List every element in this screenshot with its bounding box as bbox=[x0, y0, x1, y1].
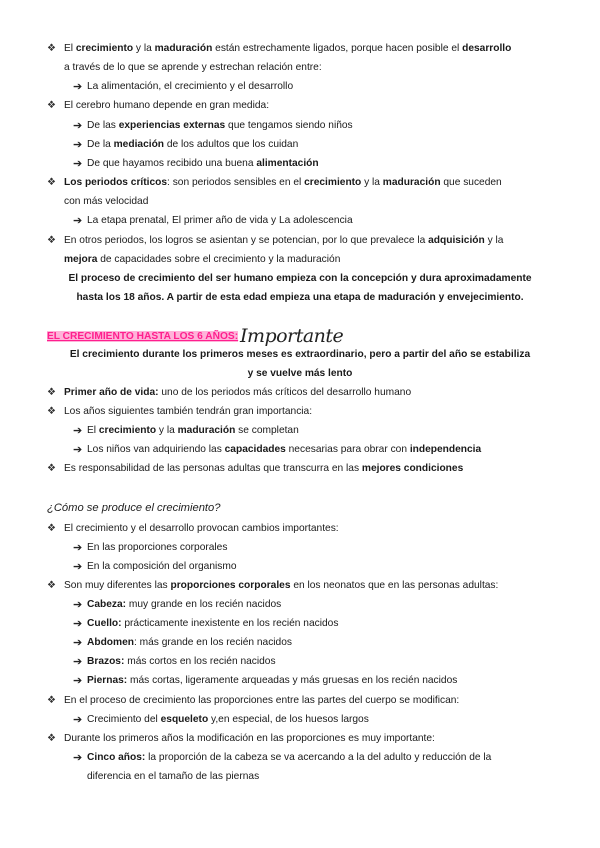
intro-bullet-2: El cerebro humano depende en gran medida: bbox=[64, 100, 270, 111]
diamond-bullet-icon: ❖ bbox=[47, 463, 56, 474]
intro-bullet-1: El crecimiento y la maduración están estrechamente ligados, porque hacen posible el desarrollo bbox=[64, 43, 512, 54]
arrow-icon: ➔ bbox=[73, 158, 83, 170]
section2-sub-item: Crecimiento del esqueleto y,en especial, de los huesos largos bbox=[87, 714, 369, 725]
section-heading-crecimiento: EL CRECIMIENTO HASTA LOS 6 AÑOS: bbox=[47, 331, 239, 342]
intro-sub-item: De que hayamos recibido una buena alimentación bbox=[87, 158, 319, 169]
intro-bullet-4: En otros periodos, los logros se asientan y se potencian, por lo que prevalece la adquisición y la bbox=[64, 235, 504, 246]
section2-sub-item: En las proporciones corporales bbox=[87, 542, 228, 553]
arrow-icon: ➔ bbox=[73, 752, 83, 764]
diamond-bullet-icon: ❖ bbox=[47, 406, 56, 417]
section2-bullet-1: El crecimiento y el desarrollo provocan cambios importantes: bbox=[64, 523, 339, 534]
intro-sub-item: La etapa prenatal, El primer año de vida y La adolescencia bbox=[87, 215, 353, 226]
arrow-icon: ➔ bbox=[73, 599, 83, 611]
diamond-bullet-icon: ❖ bbox=[47, 235, 56, 246]
arrow-icon: ➔ bbox=[73, 81, 83, 93]
arrow-icon: ➔ bbox=[73, 714, 83, 726]
arrow-icon: ➔ bbox=[73, 675, 83, 687]
summary-line-2: hasta los 18 años. A partir de esta edad empieza una etapa de maduración y envejecimiento. bbox=[76, 292, 524, 303]
section1-bullet-2: Los años siguientes también tendrán gran importancia: bbox=[64, 406, 313, 417]
arrow-icon: ➔ bbox=[73, 120, 83, 132]
section1-sub-item: El crecimiento y la maduración se completan bbox=[87, 425, 299, 436]
section2-sub-item-cont: diferencia en el tamaño de las piernas bbox=[87, 771, 260, 782]
intro-bullet-4-cont: mejora de capacidades sobre el crecimiento y la maduración bbox=[64, 254, 341, 265]
section2-sub-item: Piernas: más cortas, ligeramente arqueadas y más gruesas en los recién nacidos bbox=[87, 675, 458, 686]
summary-line-1: El proceso de crecimiento del ser humano empieza con la concepción y dura aproximadamente bbox=[68, 273, 532, 284]
arrow-icon: ➔ bbox=[73, 444, 83, 456]
section-heading-como-se-produce: ¿Cómo se produce el crecimiento? bbox=[47, 502, 221, 514]
section2-bullet-4: Durante los primeros años la modificación en las proporciones es muy importante: bbox=[64, 733, 435, 744]
intro-sub-item: De las experiencias externas que tengamos siendo niños bbox=[87, 120, 353, 131]
diamond-bullet-icon: ❖ bbox=[47, 177, 56, 188]
diamond-bullet-icon: ❖ bbox=[47, 580, 56, 591]
arrow-icon: ➔ bbox=[73, 637, 83, 649]
section2-sub-item: Cinco años: la proporción de la cabeza se va acercando a la del adulto y reducción de la bbox=[87, 752, 492, 763]
arrow-icon: ➔ bbox=[73, 618, 83, 630]
arrow-icon: ➔ bbox=[73, 561, 83, 573]
section2-sub-item: Cabeza: muy grande en los recién nacidos bbox=[87, 599, 282, 610]
arrow-icon: ➔ bbox=[73, 139, 83, 151]
diamond-bullet-icon: ❖ bbox=[47, 387, 56, 398]
arrow-icon: ➔ bbox=[73, 656, 83, 668]
diamond-bullet-icon: ❖ bbox=[47, 523, 56, 534]
section2-sub-item: Abdomen: más grande en los recién nacidos bbox=[87, 637, 292, 648]
section2-sub-item: Brazos: más cortos en los recién nacidos bbox=[87, 656, 276, 667]
arrow-icon: ➔ bbox=[73, 425, 83, 437]
diamond-bullet-icon: ❖ bbox=[47, 100, 56, 111]
arrow-icon: ➔ bbox=[73, 215, 83, 227]
section1-sub-item: Los niños van adquiriendo las capacidades necesarias para obrar con independencia bbox=[87, 444, 482, 455]
intro-bullet-3: Los periodos críticos: son periodos sensibles en el crecimiento y la maduración que suceden bbox=[64, 177, 502, 188]
section1-bullet-1: Primer año de vida: uno de los periodos más críticos del desarrollo humano bbox=[64, 387, 412, 398]
diamond-bullet-icon: ❖ bbox=[47, 43, 56, 54]
diamond-bullet-icon: ❖ bbox=[47, 733, 56, 744]
arrow-icon: ➔ bbox=[73, 542, 83, 554]
section2-bullet-2: Son muy diferentes las proporciones corporales en los neonatos que en las personas adultas: bbox=[64, 580, 499, 591]
handwritten-annotation: Importante bbox=[240, 325, 344, 347]
section2-sub-item: Cuello: prácticamente inexistente en los recién nacidos bbox=[87, 618, 339, 629]
intro-sub-item: La alimentación, el crecimiento y el desarrollo bbox=[87, 81, 294, 92]
diamond-bullet-icon: ❖ bbox=[47, 695, 56, 706]
section2-sub-item: En la composición del organismo bbox=[87, 561, 237, 572]
section1-lead-2: y se vuelve más lento bbox=[247, 368, 353, 379]
intro-bullet-1-cont: a través de lo que se aprende y estrechan relación entre: bbox=[64, 62, 322, 73]
intro-sub-item: De la mediación de los adultos que los cuidan bbox=[87, 139, 299, 150]
section1-bullet-3: Es responsabilidad de las personas adultas que transcurra en las mejores condiciones bbox=[64, 463, 464, 474]
intro-bullet-3-cont: con más velocidad bbox=[64, 196, 149, 207]
section1-lead-1: El crecimiento durante los primeros meses es extraordinario, pero a partir del año se estabiliza bbox=[69, 349, 531, 360]
section2-bullet-3: En el proceso de crecimiento las proporciones entre las partes del cuerpo se modifican: bbox=[64, 695, 460, 706]
